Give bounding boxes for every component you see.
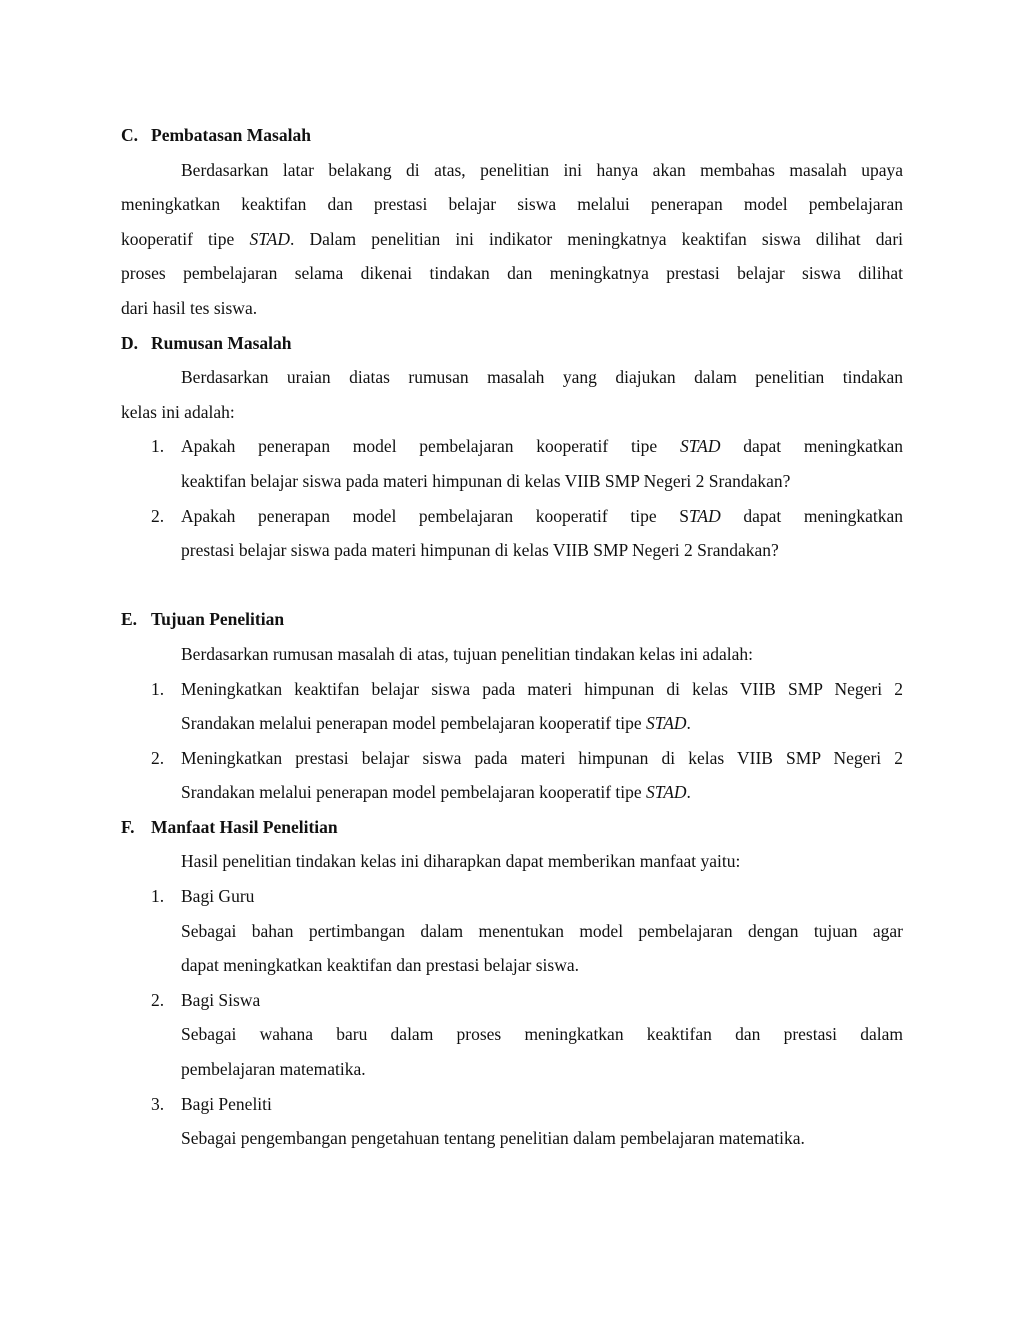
list-number: 1. [151,678,165,699]
section-e-title: Tujuan Penelitian [151,609,285,630]
list-item [121,499,903,534]
stad-term: TAD [688,505,721,526]
list-item [121,1087,903,1122]
list-item [121,741,903,776]
list-number: 2. [151,505,165,526]
list-item-description: pembelajaran matematika. [181,1059,366,1080]
list-item-continuation [121,706,903,741]
text-run: . Dalam penelitian ini indikator meningkatnya keaktifan siswa dilihat dari [289,228,903,249]
section-c-paragraph-line: proses pembelajaran selama dikenai tindakan dan meningkatnya prestasi belajar siswa dilihat [121,263,903,284]
text-run: Apakah penerapan model pembelajaran kooperatif tipe [181,436,680,457]
section-c-paragraph-line: dari hasil tes siswa. [121,297,258,318]
text-run: Meningkatkan prestasi belajar siswa pada materi himpunan di kelas VIIB SMP Negeri 2 [181,747,903,768]
list-item-title: Bagi Guru [181,886,255,907]
list-item-title: Bagi Siswa [181,989,261,1010]
section-d-heading [121,326,903,361]
text-run: kooperatif tipe [121,228,250,249]
section-f-heading [121,810,903,845]
list-item [121,879,903,914]
section-f-title: Manfaat Hasil Penelitian [151,816,338,837]
text-run: . [686,782,691,803]
section-e-paragraph-line: Berdasarkan rumusan masalah di atas, tujuan penelitian tindakan kelas ini adalah: [181,643,753,664]
section-c-letter: C. [121,125,139,145]
section-c-paragraph-line [121,222,903,257]
list-item [121,672,903,707]
list-number: 1. [151,436,165,457]
list-item-description: Sebagai bahan pertimbangan dalam menentukan model pembelajaran dengan tujuan agar [181,920,903,941]
list-item-continuation [121,775,903,810]
list-number: 2. [151,989,165,1010]
list-item [121,983,903,1018]
section-f-paragraph-line: Hasil penelitian tindakan kelas ini diharapkan dapat memberikan manfaat yaitu: [181,851,741,872]
stad-term: STAD [646,713,687,734]
list-item-description: Sebagai wahana baru dalam proses meningkatkan keaktifan dan prestasi dalam [181,1024,903,1045]
section-f-letter: F. [121,816,135,837]
section-c-heading [121,118,903,153]
list-item-description: dapat meningkatkan keaktifan dan prestasi belajar siswa. [181,955,579,976]
text-run: Srandakan melalui penerapan model pembelajaran kooperatif tipe [181,713,647,734]
list-item-title: Bagi Peneliti [181,1093,272,1114]
text-run: Srandakan melalui penerapan model pembelajaran kooperatif tipe [181,782,647,803]
section-c-paragraph-line: Berdasarkan latar belakang di atas, penelitian ini hanya akan membahas masalah upaya [181,159,903,180]
spacer [121,568,903,603]
list-number: 3. [151,1093,165,1114]
list-item [121,429,903,464]
text-run: . [686,713,691,734]
section-e-letter: E. [121,609,138,630]
section-d-title: Rumusan Masalah [151,332,292,353]
section-d-paragraph-line: Berdasarkan uraian diatas rumusan masalah yang diajukan dalam penelitian tindakan [181,367,903,388]
list-item-continuation: prestasi belajar siswa pada materi himpunan di kelas VIIB SMP Negeri 2 Srandakan? [181,540,779,561]
text-run: Meningkatkan keaktifan belajar siswa pada materi himpunan di kelas VIIB SMP Negeri 2 [181,678,903,699]
list-item-continuation: keaktifan belajar siswa pada materi himpunan di kelas VIIB SMP Negeri 2 Srandakan? [181,470,791,491]
stad-term: STAD [249,228,290,249]
text-run: Apakah penerapan model pembelajaran kooperatif tipe S [181,505,689,526]
section-e-heading [121,602,903,637]
section-c-paragraph-line: meningkatkan keaktifan dan prestasi belajar siswa melalui penerapan model pembelajaran [121,194,903,215]
list-number: 1. [151,886,165,907]
list-item-description: Sebagai pengembangan pengetahuan tentang penelitian dalam pembelajaran matematika. [181,1128,805,1149]
list-number: 2. [151,747,165,768]
section-d-letter: D. [121,332,139,353]
document-body [121,118,903,1156]
text-run: dapat meningkatkan [720,436,903,457]
stad-term: STAD [646,782,687,803]
text-run: dapat meningkatkan [720,505,903,526]
section-c-title: Pembatasan Masalah [151,125,311,145]
stad-term: STAD [679,436,721,457]
section-d-paragraph-line: kelas ini adalah: [121,401,235,422]
